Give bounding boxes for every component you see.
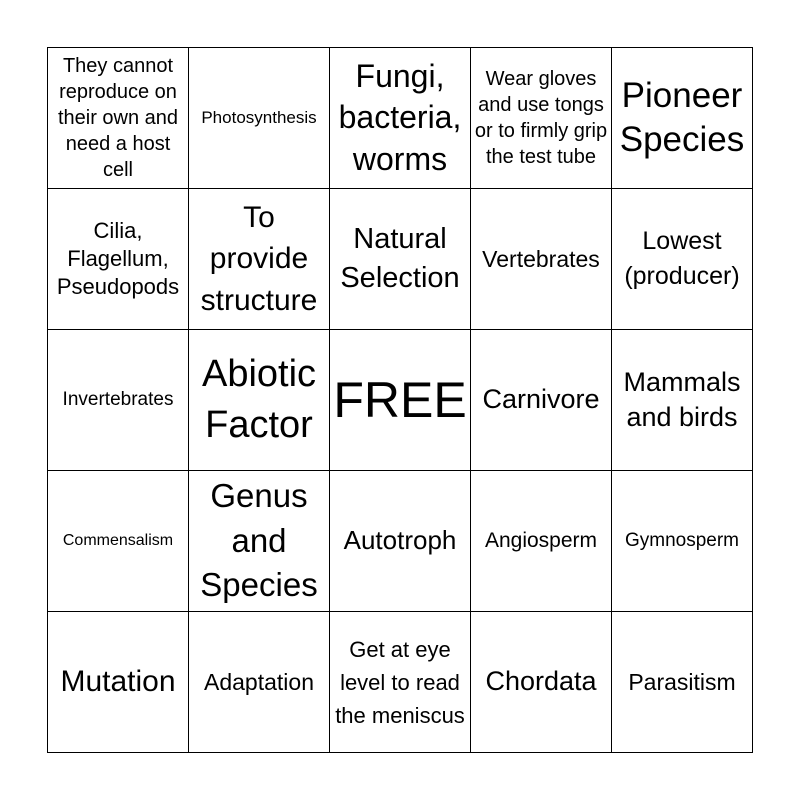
bingo-cell[interactable] <box>612 612 753 753</box>
bingo-cell-text: Lowest (producer) <box>624 227 740 290</box>
bingo-cell[interactable] <box>48 471 189 612</box>
bingo-cell-text: Vertebrates <box>482 245 600 272</box>
bingo-cell[interactable] <box>189 612 330 753</box>
bingo-cell[interactable] <box>48 48 189 189</box>
bingo-cell[interactable] <box>471 189 612 330</box>
bingo-cell[interactable] <box>48 189 189 330</box>
bingo-cell-text: Photosynthesis <box>201 108 317 128</box>
bingo-cell-text: Cilia, Flagellum, Pseudopods <box>56 217 180 300</box>
bingo-cell[interactable] <box>612 48 753 189</box>
bingo-cell-text: Carnivore <box>482 384 600 415</box>
bingo-cell-text: Mammals and birds <box>623 366 741 432</box>
bingo-cell-text: Fungi, bacteria, worms <box>338 57 462 177</box>
bingo-grid <box>47 47 753 753</box>
bingo-cell-text: Invertebrates <box>62 389 174 411</box>
bingo-cell[interactable] <box>471 48 612 189</box>
free-space[interactable] <box>330 330 471 471</box>
bingo-cell-text: Mutation <box>60 664 176 698</box>
bingo-cell-text: Angiosperm <box>484 528 598 552</box>
bingo-cell[interactable] <box>612 471 753 612</box>
bingo-cell[interactable] <box>189 471 330 612</box>
bingo-cell-text: To provide structure <box>200 201 318 317</box>
bingo-cell[interactable] <box>471 471 612 612</box>
bingo-cell[interactable] <box>330 612 471 753</box>
bingo-cell[interactable] <box>330 471 471 612</box>
bingo-cell-text: Autotroph <box>343 525 457 556</box>
bingo-cell[interactable] <box>189 189 330 330</box>
bingo-cell-text: Commensalism <box>62 531 174 549</box>
bingo-cell-text: Adaptation <box>204 668 314 695</box>
bingo-cell[interactable] <box>330 48 471 189</box>
bingo-cell-text: Natural Selection <box>340 222 460 294</box>
bingo-cell[interactable] <box>189 48 330 189</box>
bingo-cell-text: Get at eye level to read the meniscus <box>335 636 465 728</box>
bingo-cell[interactable] <box>48 330 189 471</box>
bingo-cell-text: They cannot reproduce on their own and need a host cell <box>57 55 179 181</box>
bingo-cell-text: Abiotic Factor <box>201 352 317 446</box>
bingo-cell-text: Pioneer Species <box>619 76 745 159</box>
bingo-cell[interactable] <box>471 612 612 753</box>
bingo-cell[interactable] <box>612 330 753 471</box>
bingo-cell[interactable] <box>189 330 330 471</box>
free-space-text: FREE <box>333 372 467 428</box>
bingo-cell-text: Gymnosperm <box>624 530 740 552</box>
bingo-cell-text: Wear gloves and use tongs or to firmly grip the test tube <box>474 68 608 168</box>
bingo-cell[interactable] <box>471 330 612 471</box>
bingo-cell[interactable] <box>612 189 753 330</box>
bingo-cell-text: Genus and Species <box>200 476 318 604</box>
bingo-cell-text: Chordata <box>485 666 597 697</box>
bingo-cell-text: Parasitism <box>628 668 736 695</box>
bingo-cell[interactable] <box>48 612 189 753</box>
bingo-cell[interactable] <box>330 189 471 330</box>
